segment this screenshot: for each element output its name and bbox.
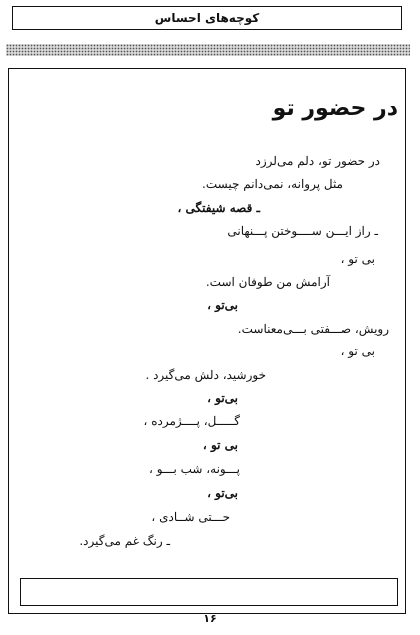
page-frame xyxy=(8,68,406,614)
book-title: کوچه‌های احساس xyxy=(154,11,260,25)
poem-line: بی‌تو ، xyxy=(207,391,238,405)
poem-line: بی‌تو ، xyxy=(207,298,238,312)
page-number: ۱۶ xyxy=(203,612,217,625)
footer-box xyxy=(20,578,398,606)
poem-line: در حضور تو، دلم می‌لرزد xyxy=(255,154,380,168)
decorative-dotted-band xyxy=(6,44,410,56)
poem-line: بی تو ، xyxy=(340,344,375,358)
poem-line: حـــتی شــادی ، xyxy=(151,510,230,524)
poem-line: گـــــل، پــــژمرده ، xyxy=(143,414,240,428)
poem-line: پـــونه، شب بـــو ، xyxy=(149,462,240,476)
poem-line: ـ راز ایـــن ســــوختن پـــنهانی xyxy=(227,224,378,238)
poem-line: بی‌تو ، xyxy=(207,486,238,500)
poem-line: رویش، صـــفتی بـــی‌معناست. xyxy=(237,322,389,336)
poem-line: آرامش من طوفان است. xyxy=(205,275,330,289)
poem-line: ـ رنگ غم می‌گیرد. xyxy=(79,534,170,548)
poem-line: ـ قصه شیفتگی ، xyxy=(177,201,260,215)
poem-title: در حضور تو xyxy=(272,96,398,121)
poem-line: خورشید، دلش می‌گیرد . xyxy=(145,368,266,382)
poem-line: بی تو ، xyxy=(340,252,375,266)
poem-line: بی تو ، xyxy=(202,438,238,452)
poem-line: مثل پروانه، نمی‌دانم چیست. xyxy=(202,177,343,191)
book-title-header xyxy=(12,6,402,30)
